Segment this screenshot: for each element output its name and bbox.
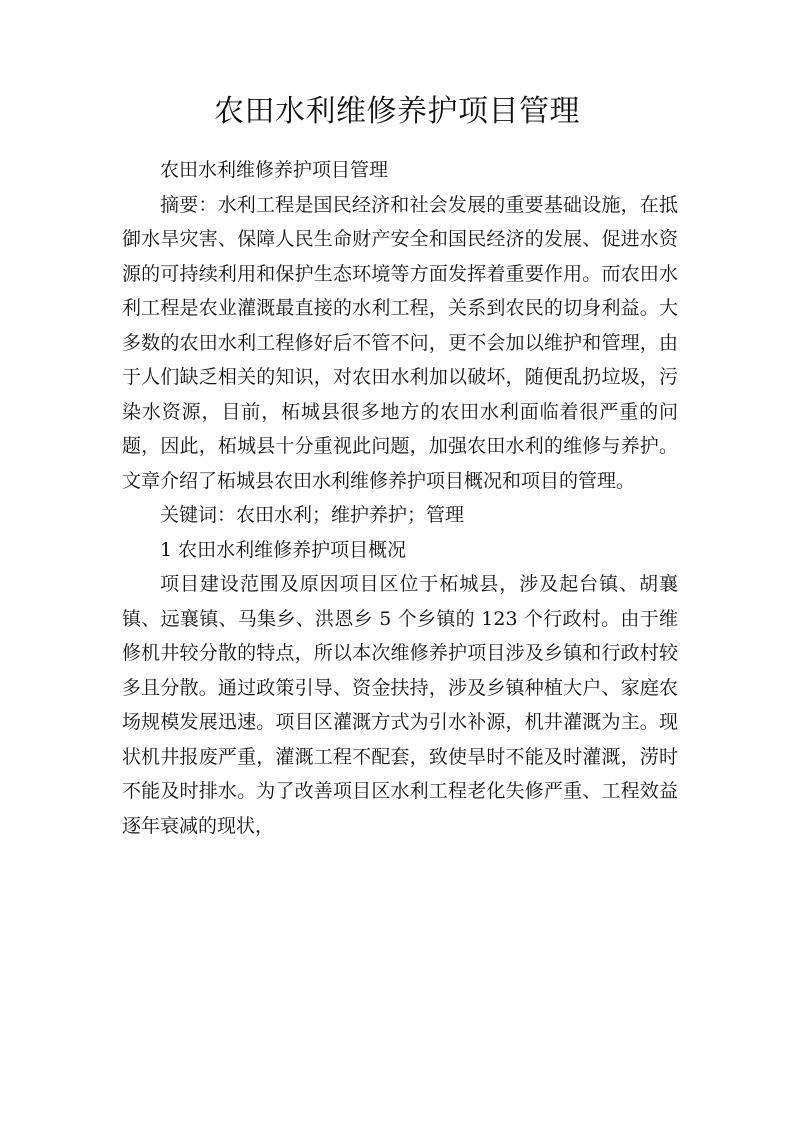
abstract-paragraph: 摘要：水利工程是国民经济和社会发展的重要基础设施，在抵御水旱灾害、保障人民生命财产安全和国民经济的发展、促进水资源的可持续利用和保护生态环境等方面发挥着重要作用。而农田水利工程是农业灌溉最直接的水利工程，关系到农民的切身利益。大多数的农田水利工程修好后不管不问，更不会加以维护和管理，由于人们缺乏相关的知识，对农田水利加以破坏，随便乱扔垃圾，污染水资源，目前，柘城县很多地方的农田水利面临着很严重的问题，因此，柘城县十分重视此问题，加强农田水利的维修与养护。文章介绍了柘城县农田水利维修养护项目概况和项目的管理。 [122, 193, 678, 492]
document-body [122, 153, 678, 843]
section-heading: 1 农田水利维修养护项目概况 [160, 538, 407, 561]
document-title: 农田水利维修养护项目管理 [214, 94, 580, 129]
subtitle-paragraph: 农田水利维修养护项目管理 [160, 159, 389, 181]
body-paragraph: 项目建设范围及原因项目区位于柘城县，涉及起台镇、胡襄镇、远襄镇、马集乡、洪恩乡 5 个乡镇的 123 个行政村。由于维修机井较分散的特点，所以本次维修养护项目涉及乡镇和行政村较多且分散。通过政策引导、资金扶持，涉及乡镇种植大户、家庭农场规模发展迅速。项目区灌溉方式为引水补源，机井灌溉为主。现状机井报废严重，灌溉工程不配套，致使旱时不能及时灌溉，涝时不能及时排水。为了改善项目区水利工程老化失修严重、工程效益逐年衰减的现状， [122, 573, 678, 837]
keywords-paragraph: 关键词：农田水利；维护养护；管理 [160, 504, 465, 526]
